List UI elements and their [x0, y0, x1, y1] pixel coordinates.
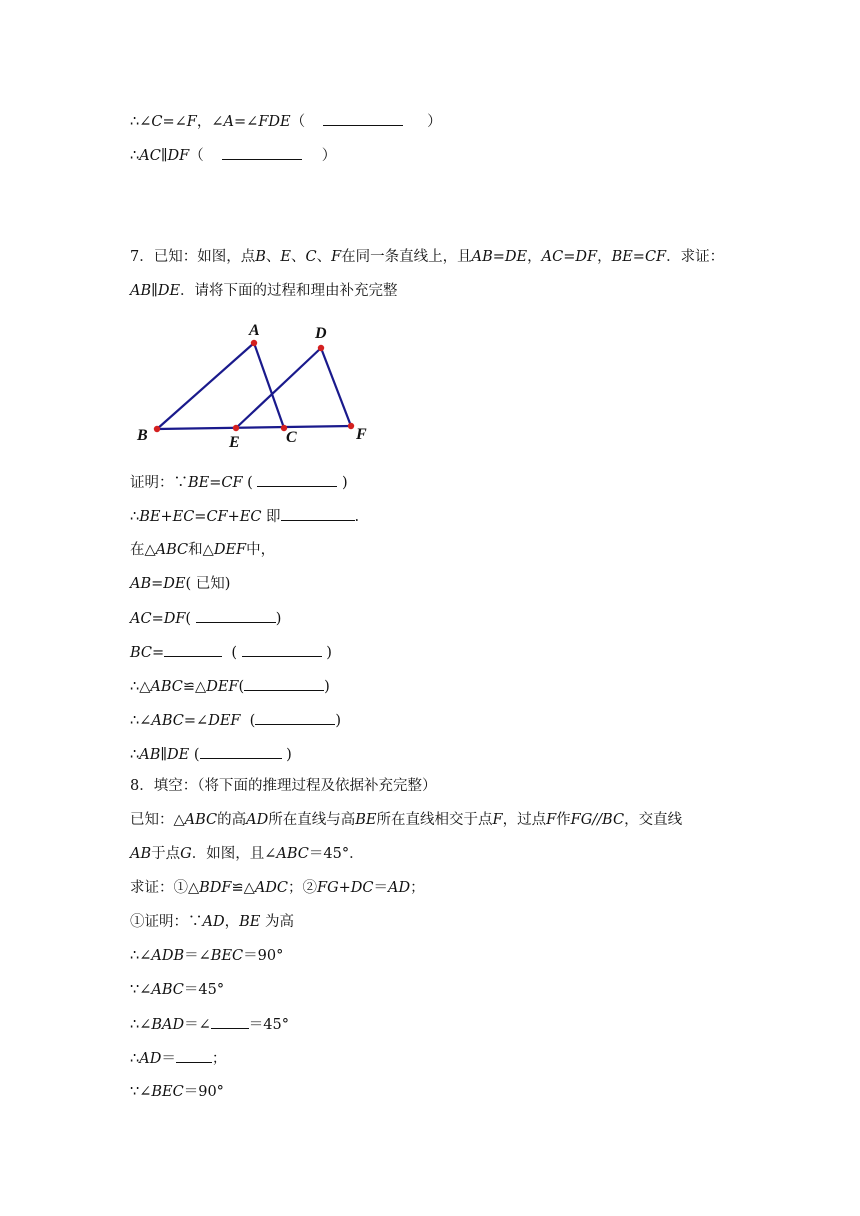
var: AD — [139, 1051, 162, 1067]
var: BC= — [130, 645, 165, 661]
var: AB — [130, 846, 152, 862]
q7-proof-line6: BC= ( ) — [130, 642, 332, 663]
text: ＝45°． — [308, 846, 364, 862]
var: AC=DF — [541, 249, 598, 265]
var: BEC — [210, 948, 244, 964]
text: 已知：△ — [130, 812, 185, 828]
text: ≌△ — [231, 880, 255, 896]
q8-proof-line3 — [130, 980, 224, 1000]
q7-proof-line5: AC=DF( ) — [130, 608, 281, 629]
var: BE — [355, 812, 377, 828]
q7-proof-line1: 证明：∵BE=CF ( ) — [130, 472, 348, 493]
var: DEF — [213, 542, 247, 558]
text: ＝∠ — [184, 1017, 211, 1033]
q7-proof-line4 — [130, 574, 230, 594]
q7-statement-line2 — [130, 281, 398, 301]
text: ； — [410, 880, 425, 896]
var: F — [331, 249, 342, 265]
text: ＝∠ — [184, 948, 211, 964]
q7-statement-line1 — [130, 247, 724, 267]
var: A — [223, 114, 234, 130]
var: BAD — [151, 1017, 185, 1033]
text: ，交直线 — [624, 812, 683, 828]
answer-blank[interactable] — [222, 145, 302, 160]
var: FDE — [258, 114, 291, 130]
q7-proof-line7: ∴△ABC≌△DEF( ) — [130, 676, 330, 697]
var: DEF — [206, 679, 239, 695]
answer-blank[interactable] — [257, 472, 337, 487]
var: ABC — [155, 542, 189, 558]
text: ≌△ — [182, 679, 207, 695]
var: ABC — [151, 713, 184, 729]
var: FG//BC — [570, 812, 625, 828]
text: ， — [597, 249, 612, 265]
proof-line-angle-equal — [130, 111, 442, 132]
text: 、 — [290, 249, 306, 265]
var: C — [151, 114, 163, 130]
var: F — [186, 114, 197, 130]
var: F — [546, 812, 557, 828]
text: ） — [427, 114, 442, 130]
text: ∴∠ — [130, 713, 152, 729]
var: DEF — [208, 713, 241, 729]
var: AC — [139, 148, 161, 164]
text: ∴∠ — [130, 948, 152, 964]
text: 所在直线与高 — [268, 812, 356, 828]
var: ABC — [150, 679, 183, 695]
label-c: C — [286, 429, 297, 446]
answer-blank[interactable] — [281, 506, 355, 521]
var: BE=CF — [188, 475, 243, 491]
text: ．请将下面的过程和理由补充完整 — [180, 283, 398, 299]
q8-proof-line6 — [130, 1082, 224, 1102]
text: =∠ — [183, 713, 209, 729]
text: ＝ — [161, 1051, 176, 1067]
segment-ed — [236, 348, 321, 428]
segment-ac — [254, 343, 284, 428]
proof-line-parallel — [130, 145, 336, 166]
label-b: B — [137, 427, 148, 444]
var: ABC — [184, 812, 218, 828]
answer-blank[interactable] — [244, 676, 324, 691]
var: AD — [202, 914, 225, 930]
q7-proof-line9: ∴AB∥DE ( ) — [130, 744, 292, 765]
answer-blank[interactable] — [323, 111, 403, 126]
var: DF — [167, 148, 190, 164]
text: 于点 — [151, 846, 181, 862]
text: ∵∠ — [130, 1084, 152, 1100]
var: AB∥DE — [130, 283, 181, 299]
text: ） — [321, 148, 337, 164]
text: ，过点 — [502, 812, 547, 828]
text: ∴ — [130, 509, 140, 525]
text: ＝90° — [243, 948, 284, 964]
var: AB=DE — [130, 576, 186, 592]
q8-proof-line1 — [130, 912, 294, 932]
line-bf — [157, 426, 351, 429]
label-a: A — [249, 322, 260, 339]
text: ∴∠ — [130, 1017, 152, 1033]
text: 所在直线相交于点 — [376, 812, 493, 828]
text: 求证：①△ — [130, 880, 200, 896]
text: ∴ — [130, 747, 140, 763]
triangle-figure — [130, 318, 390, 453]
text: ； — [211, 1051, 227, 1067]
point-b — [154, 426, 160, 432]
text: ∥ — [160, 148, 168, 164]
answer-blank[interactable] — [176, 1048, 212, 1063]
var: BE=CF — [611, 249, 667, 265]
var: AC=DF — [130, 611, 186, 627]
label-f: F — [356, 426, 367, 443]
var: F — [492, 812, 503, 828]
text: 即 — [261, 509, 281, 525]
text: ， — [224, 914, 240, 930]
text: 证明：∵ — [130, 475, 188, 491]
var: B — [255, 249, 266, 265]
point-a — [251, 340, 257, 346]
text: ∴ — [130, 148, 140, 164]
q8-given-line2 — [130, 844, 364, 864]
var: BE+EC=CF+EC — [139, 509, 262, 525]
text: ＝45° — [183, 982, 225, 998]
text: ．求证： — [666, 249, 725, 265]
q7-proof-line3 — [130, 540, 275, 560]
q8-given-line1 — [130, 810, 682, 830]
text: ( 已知) — [185, 576, 231, 592]
answer-blank[interactable] — [200, 744, 282, 759]
var: E — [280, 249, 291, 265]
q8-title: 8．填空：（将下面的推理过程及依据补充完整） — [130, 778, 437, 794]
var: ADC — [254, 880, 289, 896]
var: BEC — [151, 1084, 184, 1100]
var: AB=DE — [471, 249, 528, 265]
text: （ — [290, 114, 306, 130]
point-f — [348, 423, 354, 429]
point-e — [233, 425, 239, 431]
var: ABC — [276, 846, 309, 862]
text: 和△ — [188, 542, 214, 558]
text: ．如图，且∠ — [191, 846, 277, 862]
text: 、 — [316, 249, 332, 265]
text: 中， — [246, 542, 276, 558]
answer-blank[interactable] — [242, 642, 322, 657]
label-e: E — [229, 434, 240, 451]
q8-proof-line4 — [130, 1014, 289, 1035]
q8-proof-line2 — [130, 946, 283, 966]
answer-blank[interactable] — [211, 1014, 249, 1029]
point-d — [318, 345, 324, 351]
text: ∴∠ — [130, 114, 152, 130]
segment-ba — [157, 343, 254, 429]
var: AD — [388, 880, 411, 896]
var: ADB — [151, 948, 185, 964]
text: （ — [189, 148, 204, 164]
var: BE — [239, 914, 261, 930]
text: ， — [527, 249, 542, 265]
q7-proof-line2: ∴BE+EC=CF+EC 即 . — [130, 506, 359, 527]
text: ①证明：∵ — [130, 914, 203, 930]
text: 为高 — [260, 914, 294, 930]
var: BDF — [199, 880, 232, 896]
q8-prove — [130, 878, 425, 898]
q7-proof-line8: ∴∠ABC=∠DEF ( ) — [130, 710, 341, 731]
var: ABC — [151, 982, 184, 998]
text: ，∠ — [196, 114, 224, 130]
text: 在△ — [130, 542, 156, 558]
var: G — [180, 846, 192, 862]
segment-df — [321, 348, 351, 426]
text: 的高 — [217, 812, 247, 828]
text: =∠ — [162, 114, 187, 130]
answer-blank[interactable] — [255, 710, 335, 725]
text: 在同一条直线上，且 — [341, 249, 472, 265]
text: ＝90° — [183, 1084, 224, 1100]
answer-blank[interactable] — [164, 642, 222, 657]
label-d: D — [315, 325, 327, 342]
text: 、 — [265, 249, 281, 265]
text: ＝45° — [248, 1017, 289, 1033]
text: ＝ — [373, 880, 389, 896]
answer-blank[interactable] — [196, 608, 276, 623]
text: ∴△ — [130, 679, 151, 695]
text: 作 — [556, 812, 571, 828]
var: AB∥DE — [139, 747, 190, 763]
text: ∵∠ — [130, 982, 152, 998]
text: ∴ — [130, 1051, 140, 1067]
var: C — [305, 249, 317, 265]
var: FG+DC — [317, 880, 374, 896]
q8-proof-line5 — [130, 1048, 226, 1069]
var: AD — [246, 812, 269, 828]
text: ；② — [288, 880, 318, 896]
text: 7．已知：如图，点 — [130, 249, 256, 265]
text: =∠ — [234, 114, 259, 130]
